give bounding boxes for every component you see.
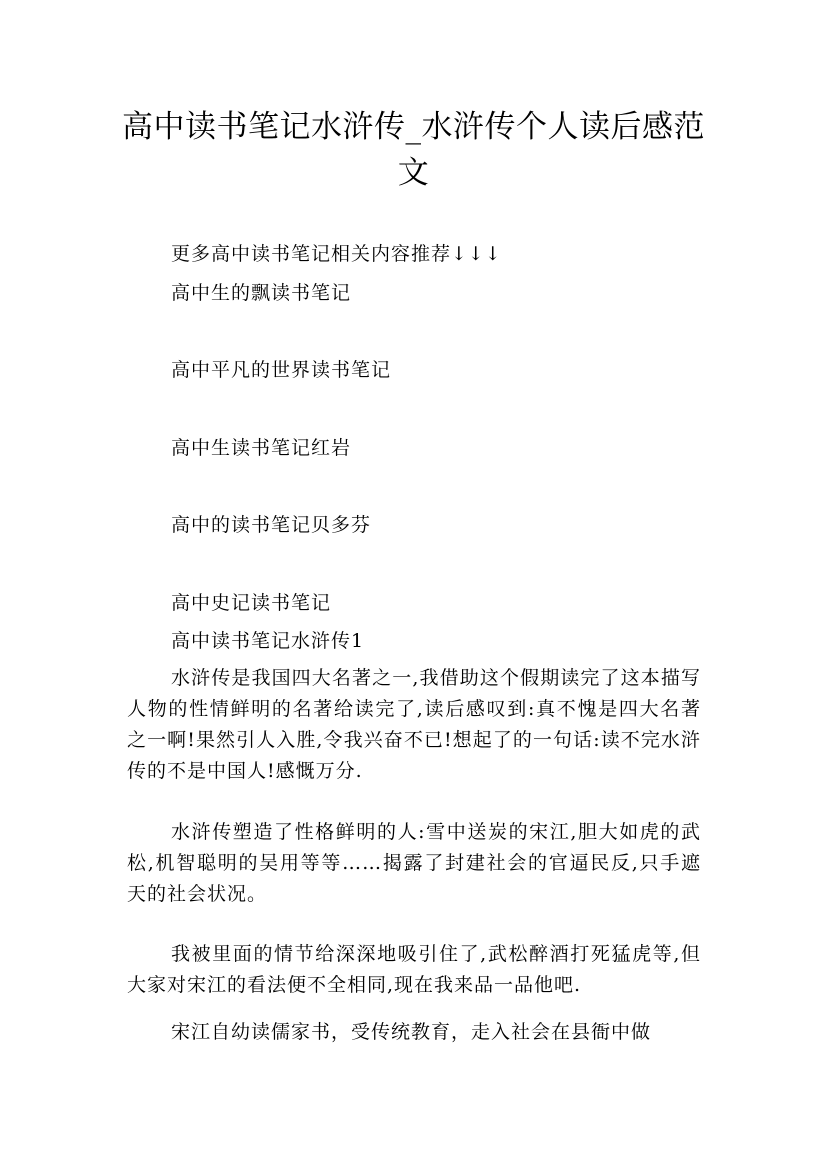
document-title: 高中读书笔记水浒传_水浒传个人读后感范文 (122, 109, 705, 191)
recommend-link-4[interactable]: 高中的读书笔记贝多芬 (171, 514, 372, 536)
recommend-link-1[interactable]: 高中生的飘读书笔记 (171, 282, 352, 304)
paragraph-2: 水浒传塑造了性格鲜明的人:雪中送炭的宋江,胆大如虎的武松,机智聪明的吴用等等……揭露了封建社会的官逼民反,只手遮天的社会状况。 (127, 821, 701, 905)
paragraph-4: 宋江自幼读儒家书，受传统教育，走入社会在县衙中做 (171, 1021, 652, 1043)
recommend-link-3[interactable]: 高中生读书笔记红岩 (171, 437, 352, 459)
recommend-link-5[interactable]: 高中史记读书笔记 (171, 592, 332, 614)
recommend-heading: 更多高中读书笔记相关内容推荐↓↓↓ (171, 243, 502, 265)
paragraph-1: 水浒传是我国四大名著之一,我借助这个假期读完了这本描写人物的性情鲜明的名著给读完了,读后感叹到:真不愧是四大名著之一啊!果然引人入胜,令我兴奋不已!想起了的一句话:读不完水浒传的不是中国人!感慨万分. (127, 667, 701, 782)
section-title: 高中读书笔记水浒传1 (171, 630, 365, 652)
recommend-link-2[interactable]: 高中平凡的世界读书笔记 (171, 359, 392, 381)
paragraph-3: 我被里面的情节给深深地吸引住了,武松醉酒打死猛虎等,但大家对宋江的看法便不全相同,现在我来品一品他吧. (127, 943, 701, 996)
